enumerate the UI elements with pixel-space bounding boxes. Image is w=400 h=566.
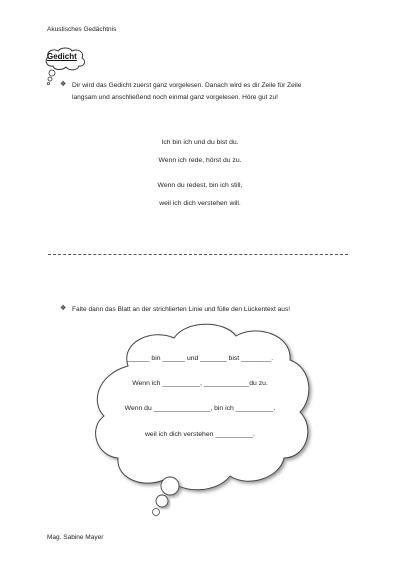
instruction-line: langsam und anschließend noch einmal ganz vorgelesen. Höre gut zu! [72, 93, 278, 101]
badge-label: Gedicht [47, 52, 77, 61]
document-header: Akustisches Gedächtnis [47, 26, 117, 33]
cloze-line: Wenn ich __________, ____________du zu. [132, 380, 268, 387]
poem-line: weil ich dich verstehen will. [159, 200, 241, 207]
instruction-line: Dir wird das Gedicht zuerst ganz vorgelesen. Danach wird es dir Zeile für Zeile [72, 82, 302, 89]
thought-cloud-icon [88, 318, 318, 520]
poem-line: Wenn du redest, bin ich still, [157, 182, 243, 189]
bullet-icon: ❖ [60, 305, 67, 312]
cloze-line: Wenn du _______________, bin ich __________. [124, 405, 276, 412]
cloze-line: weil ich dich verstehen __________. [145, 431, 255, 438]
instruction-paragraph: Falte dann das Blatt an der strichlierten Linie und fülle den Lückentext aus! [72, 306, 291, 313]
instruction-paragraph [72, 80, 362, 103]
cloze-line: ______ bin ______ und _______ bist ________. [126, 355, 274, 362]
fold-line [48, 254, 348, 255]
poem-line: Ich bin ich und du bist du. [161, 139, 239, 146]
bullet-icon: ❖ [60, 81, 67, 88]
poem-line: Wenn ich rede, hörst du zu. [158, 157, 242, 164]
document-footer: Mag. Sabine Mayer [47, 534, 104, 541]
